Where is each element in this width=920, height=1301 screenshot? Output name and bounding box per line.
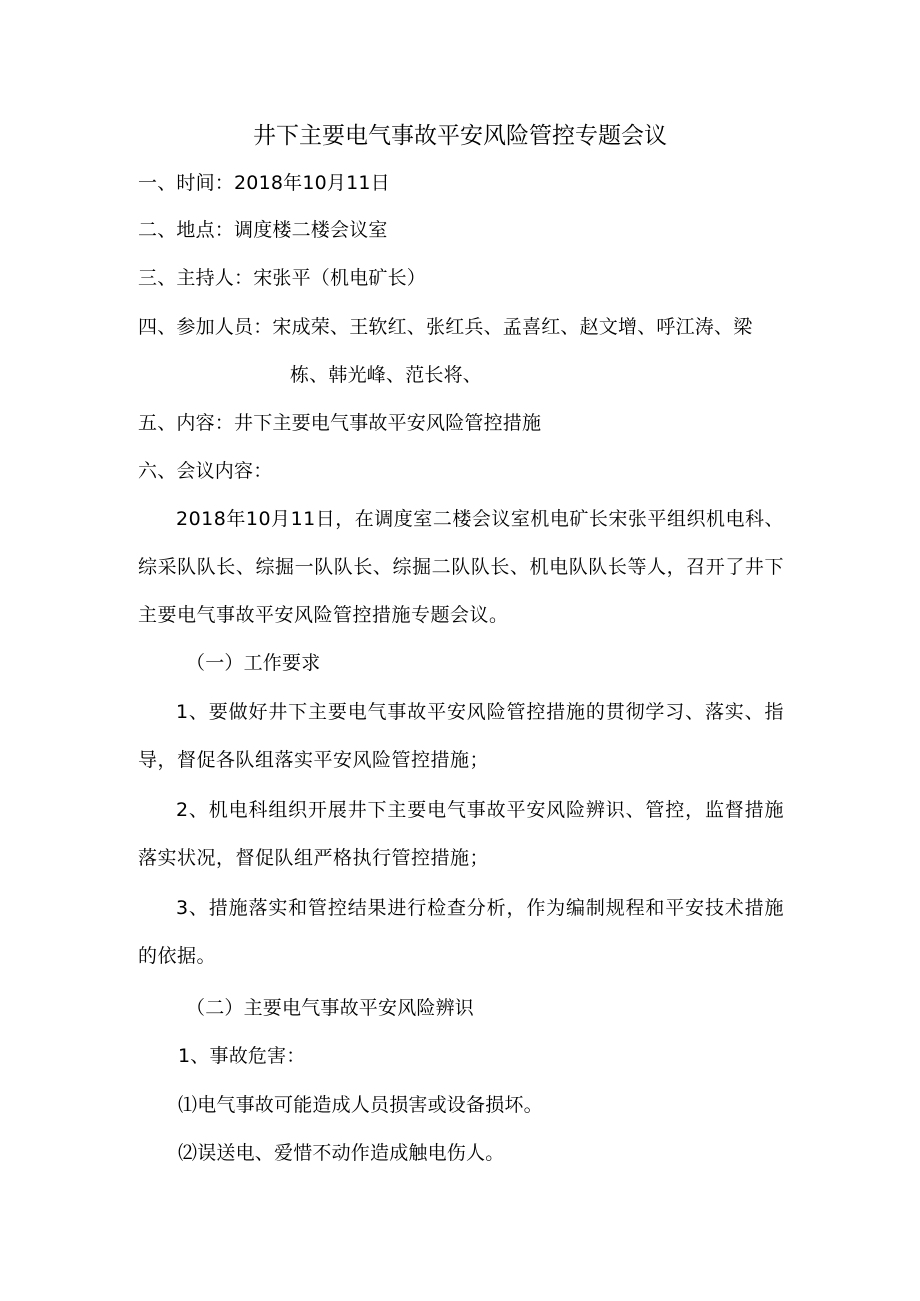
meeting-participants-line1: 四、参加人员：宋成荣、王软红、张红兵、孟喜红、赵文增、呼江涛、梁 [138,316,753,338]
meeting-host: 三、主持人：宋张平（机电矿长） [138,267,427,289]
document-title: 井下主要电气事故平安风险管控专题会议 [253,123,667,149]
requirement-1: 1、要做好井下主要电气事故平安风险管控措施的贯彻学习、落实、指导，督促各队组落实平安风险管控措施； [138,701,784,771]
meeting-location: 二、地点：调度楼二楼会议室 [138,219,388,241]
meeting-time: 一、时间：2018年10月11日 [138,172,390,194]
meeting-participants-line2: 栋、韩光峰、范长将、 [290,364,483,386]
meeting-content-heading: 六、会议内容： [138,460,273,482]
hazard-item-2: ⑵误送电、爱惜不动作造成触电伤人。 [178,1142,505,1164]
section-work-requirements-heading: （一）工作要求 [186,652,321,674]
meeting-content: 五、内容：井下主要电气事故平安风险管控措施 [138,412,542,434]
intro-paragraph: 2018年10月11日，在调度室二楼会议室机电矿长宋张平组织机电科、综采队队长、综掘一队队长、综掘二队队长、机电队队长等人，召开了井下主要电气事故平安风险管控措施专题会议。 [138,508,784,626]
requirement-3: 3、措施落实和管控结果进行检查分析，作为编制规程和平安技术措施的依据。 [138,897,784,967]
requirement-2: 2、机电科组织开展井下主要电气事故平安风险辨识、管控，监督措施落实状况，督促队组严格执行管控措施； [138,799,784,869]
hazard-item-1: ⑴电气事故可能造成人员损害或设备损坏。 [178,1094,543,1116]
hazard-heading: 1、事故危害： [178,1045,306,1067]
section-risk-identification-heading: （二）主要电气事故平安风险辨识 [186,997,475,1019]
